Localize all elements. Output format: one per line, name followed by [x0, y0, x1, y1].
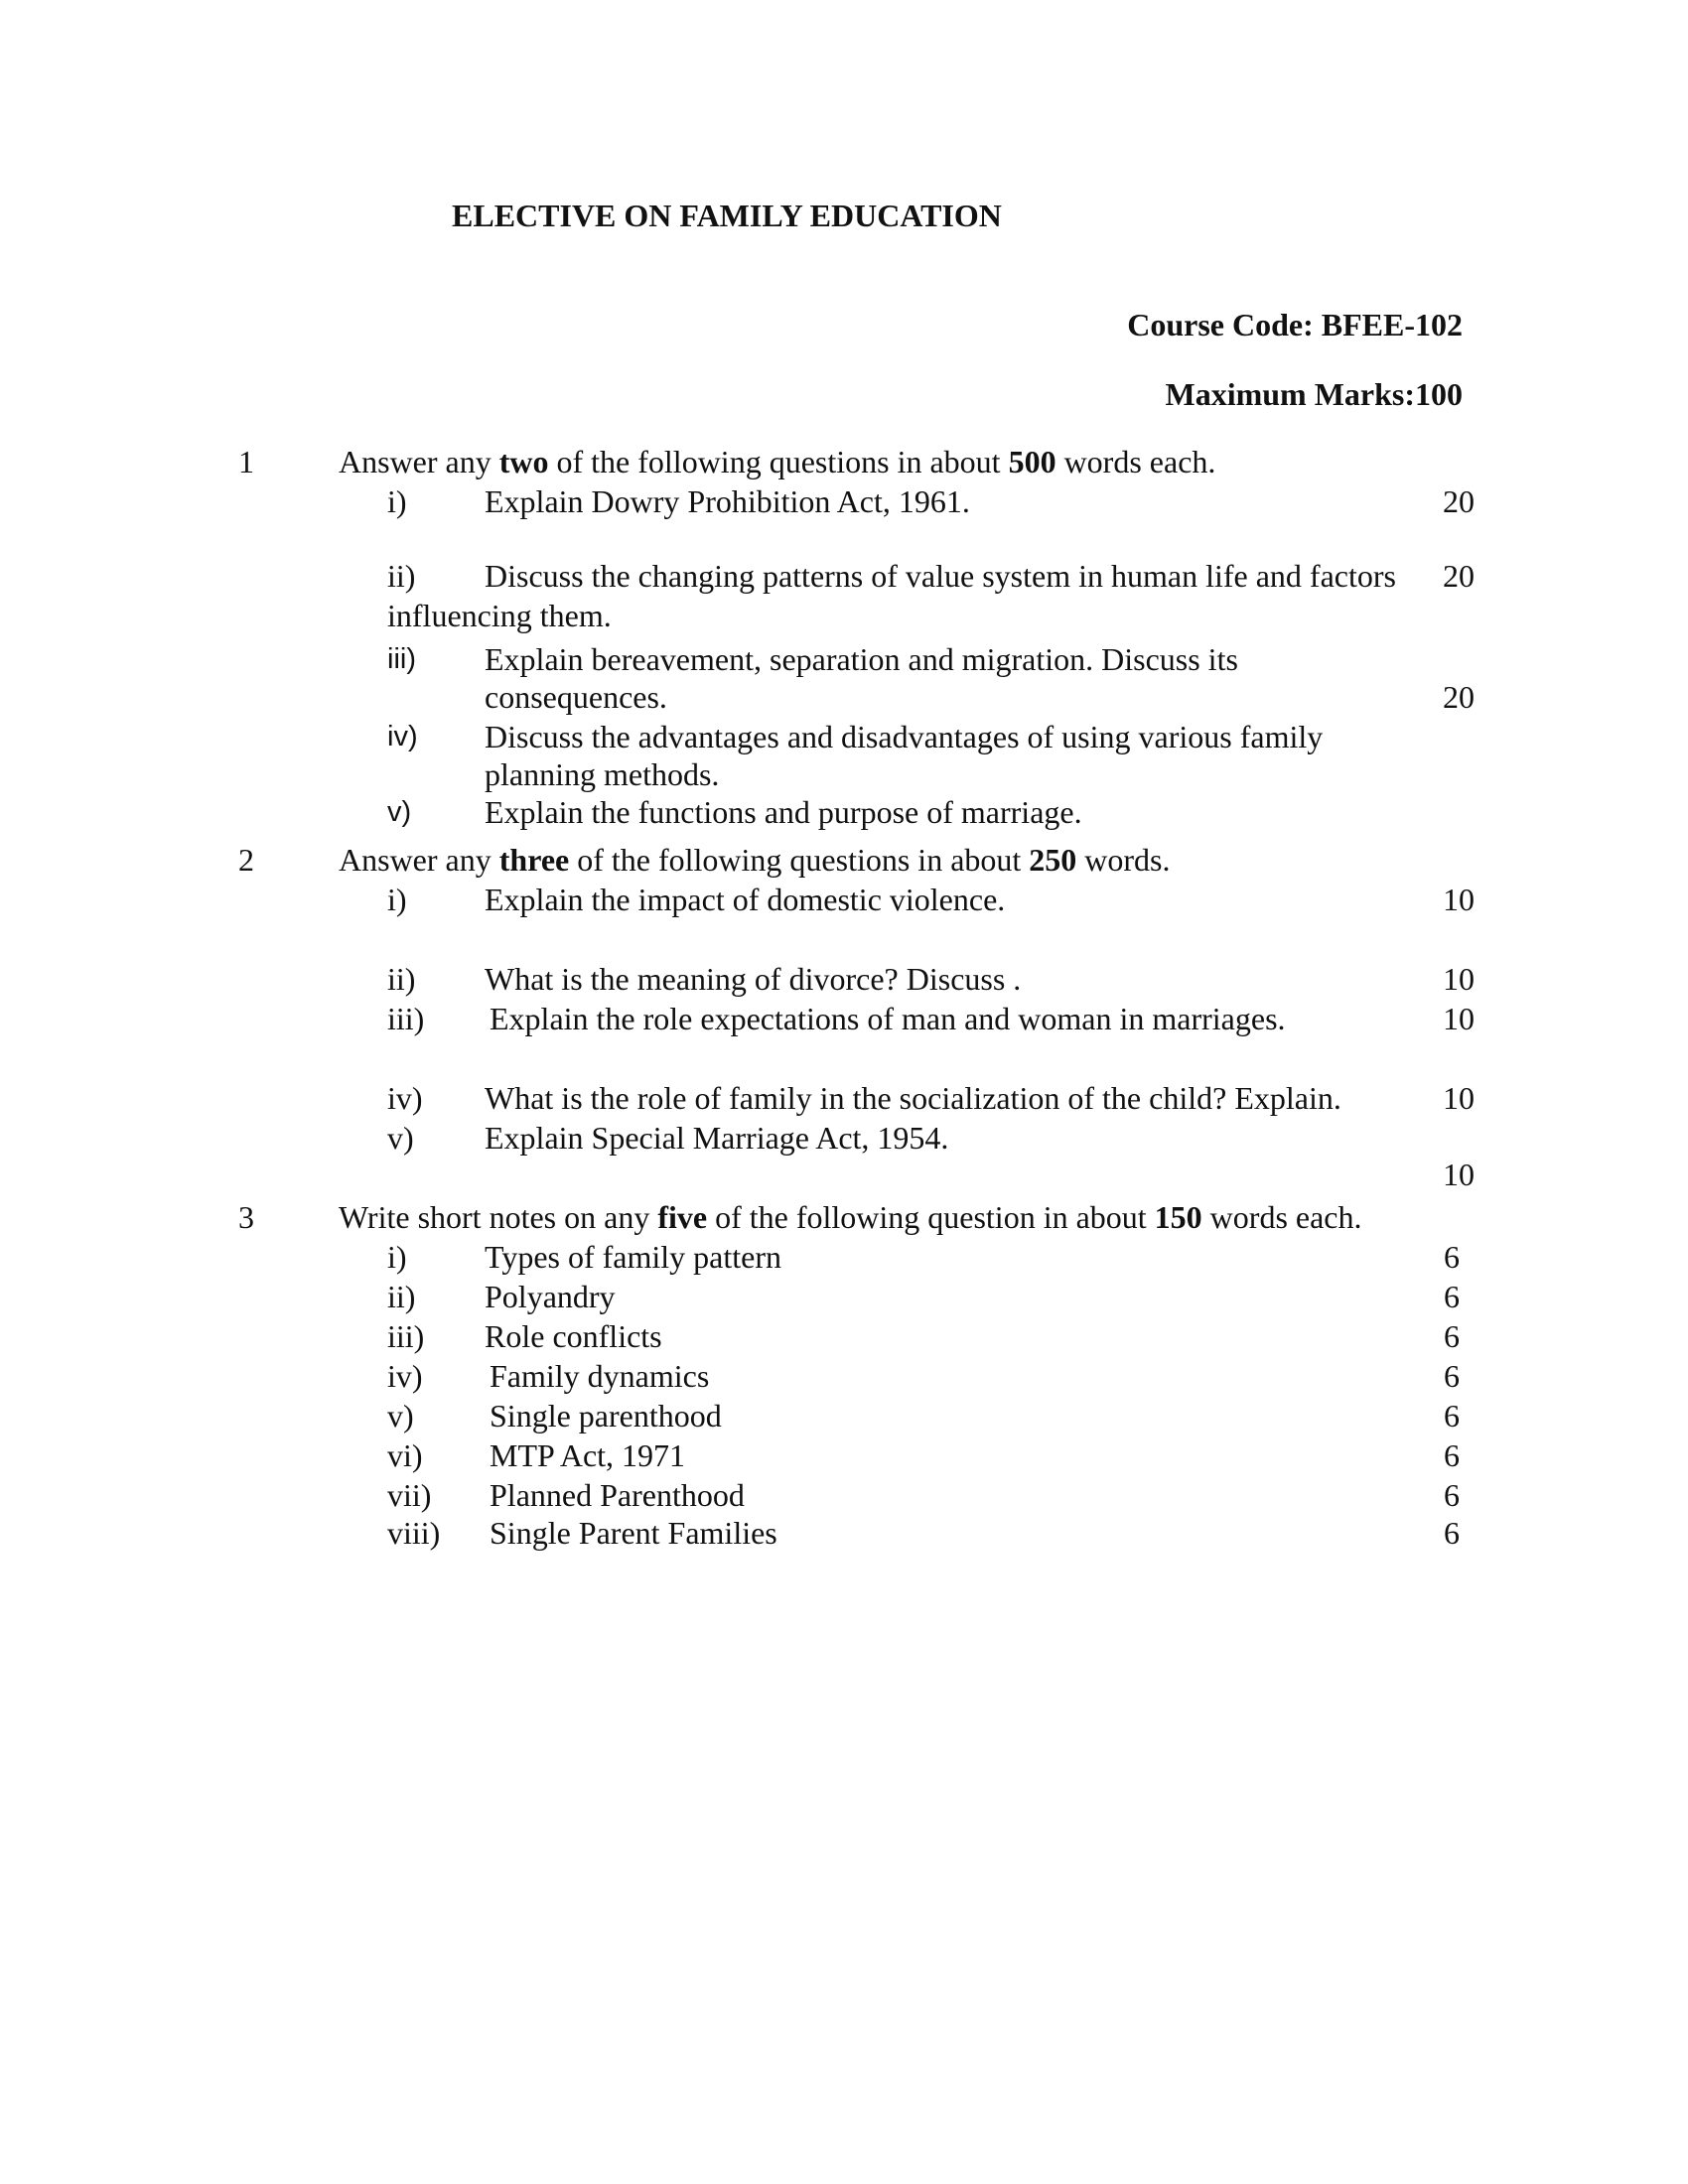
item-text-continued: planning methods. — [485, 756, 720, 792]
question-number: 1 — [238, 444, 254, 479]
item-marks: 6 — [1444, 1239, 1460, 1275]
item-text: Polyandry — [485, 1279, 616, 1314]
item-number: v) — [387, 1398, 414, 1433]
item-marks: 6 — [1444, 1477, 1460, 1513]
item-number: vi) — [387, 1437, 423, 1473]
item-number: v) — [387, 1120, 414, 1156]
item-text: Types of family pattern — [485, 1239, 781, 1275]
item-number: i) — [387, 483, 407, 519]
item-number: ii) — [387, 1279, 416, 1314]
item-text: Discuss the advantages and disadvantages of using various family — [485, 719, 1324, 754]
item-text: Family dynamics — [490, 1358, 710, 1394]
item-number: v) — [387, 796, 412, 828]
item-number: iii) — [387, 1318, 425, 1354]
question-instruction: Answer any two of the following questions in about 500 words each. — [339, 444, 1216, 479]
item-marks: 10 — [1443, 1080, 1475, 1116]
question-instruction: Write short notes on any five of the following question in about 150 words each. — [339, 1199, 1362, 1235]
item-text: Role conflicts — [485, 1318, 662, 1354]
item-text: Explain bereavement, separation and migration. Discuss its — [485, 641, 1238, 677]
question-number: 2 — [238, 842, 254, 878]
item-number: ii) — [387, 558, 416, 594]
item-text-continued: consequences. — [485, 679, 667, 715]
question-instruction: Answer any three of the following questions in about 250 words. — [339, 842, 1171, 878]
item-marks: 6 — [1444, 1318, 1460, 1354]
item-number: vii) — [387, 1477, 432, 1513]
course-code: Course Code: BFEE-102 — [1127, 307, 1463, 342]
item-marks: 20 — [1443, 679, 1475, 715]
item-text: Planned Parenthood — [490, 1477, 745, 1513]
item-marks: 6 — [1444, 1398, 1460, 1433]
item-number: viii) — [387, 1515, 441, 1551]
item-number: iv) — [387, 1358, 423, 1394]
item-number: iv) — [387, 721, 418, 752]
item-text: What is the meaning of divorce? Discuss . — [485, 961, 1022, 997]
item-marks: 10 — [1443, 1157, 1475, 1192]
item-text: Explain the impact of domestic violence. — [485, 882, 1006, 917]
item-marks: 6 — [1444, 1358, 1460, 1394]
item-marks: 20 — [1443, 483, 1475, 519]
item-text: Explain Dowry Prohibition Act, 1961. — [485, 483, 970, 519]
item-number: iii) — [387, 1001, 425, 1036]
item-number: i) — [387, 882, 407, 917]
item-marks: 20 — [1443, 558, 1475, 594]
item-text: Single parenthood — [490, 1398, 722, 1433]
item-text: Single Parent Families — [490, 1515, 777, 1551]
item-marks: 6 — [1444, 1437, 1460, 1473]
item-text: Explain the role expectations of man and woman in marriages. — [490, 1001, 1286, 1036]
item-number: iii) — [387, 643, 416, 675]
item-number: iv) — [387, 1080, 423, 1116]
page-title: ELECTIVE ON FAMILY EDUCATION — [452, 198, 1002, 233]
item-number: i) — [387, 1239, 407, 1275]
item-text: What is the role of family in the socialization of the child? Explain. — [485, 1080, 1341, 1116]
item-marks: 10 — [1443, 961, 1475, 997]
item-text-continued: influencing them. — [387, 598, 612, 633]
maximum-marks: Maximum Marks:100 — [1165, 376, 1463, 412]
item-marks: 10 — [1443, 1001, 1475, 1036]
item-text: Explain Special Marriage Act, 1954. — [485, 1120, 949, 1156]
item-marks: 6 — [1444, 1515, 1460, 1551]
item-marks: 6 — [1444, 1279, 1460, 1314]
item-text: Explain the functions and purpose of marriage. — [485, 794, 1082, 830]
item-number: ii) — [387, 961, 416, 997]
item-text: MTP Act, 1971 — [490, 1437, 686, 1473]
item-marks: 10 — [1443, 882, 1475, 917]
item-text: Discuss the changing patterns of value system in human life and factors — [485, 558, 1396, 594]
question-number: 3 — [238, 1199, 254, 1235]
